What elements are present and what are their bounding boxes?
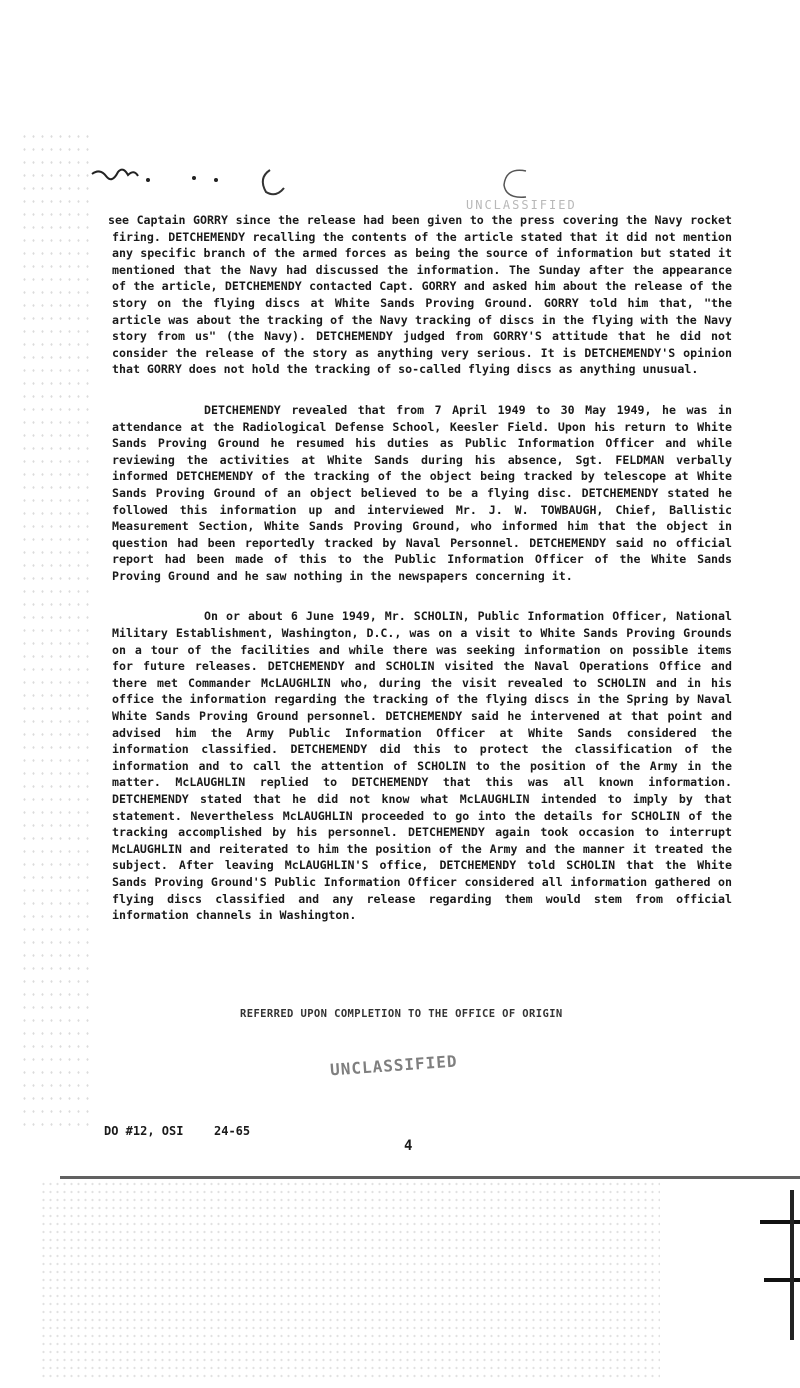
classification-stamp: UNCLASSIFIED <box>466 198 577 212</box>
paragraph: DETCHEMENDY revealed that from 7 April 1949 to 30 May 1949, he was in attendance at the Radiological Defense School, Keesler Field. Upon his return to White Sands Proving Ground he resumed his duties as Public Information Officer and while reviewing the activities at White Sands during his absence, Sgt. FELDMAN verbally informed DETCHEMENDY of the tracking of the object being tracked by telescope at White Sands Proving Ground of an object believed to be a flying disc. DETCHEMENDY stated he followed this information up and interviewed Mr. J. W. TOWBAUGH, Chief, Ballistic Measurement Section, White Sands Proving Ground, who informed him that the object in question had been reportedly tracked by Naval Personnel. DETCHEMENDY said no official report had been made of this to the Public Information Officer of the White Sands Proving Ground and he saw nothing in the newspapers concerning it. <box>112 402 732 583</box>
paragraph: see Captain GORRY since the release had been given to the press covering the Navy rocket firing. DETCHEMENDY recalling the contents of the article stated that it did not mention any specific branch of the armed forces as being the source of information but stated it mentioned that the Navy had discussed the information. The Sunday after the appearance of the article, DETCHEMENDY contacted Capt. GORRY and asked him about the release of the story on the flying discs at White Sands Proving Ground. GORRY told him that, "the article was about the tracking of the Navy tracking of discs in the flying with the Navy story from us" (the Navy). DETCHEMENDY judged from GORRY'S attitude that he did not consider the release of the story as anything very serious. It is DETCHEMENDY'S opinion that GORRY does not hold the tracking of so-called flying discs as anything unusual. <box>108 213 732 377</box>
scan-speckle <box>20 130 90 1130</box>
page-number: 4 <box>404 1138 413 1154</box>
scan-speckle <box>40 1180 660 1380</box>
unclassified-stamp: UNCLASSIFIED <box>329 1051 459 1080</box>
scan-edge-marks <box>750 1190 800 1340</box>
document-id: DO #12, OSI <box>104 1124 184 1138</box>
handwritten-scrawl <box>88 150 328 200</box>
paragraph: On or about 6 June 1949, Mr. SCHOLIN, Public Information Officer, National Military Establishment, Washington, D.C., was on a visit to White Sands Proving Grounds on a tour of the facilities and while there was seeking information on possible items for future releases. DETCHEMENDY and SCHOLIN visited the Naval Operations Office and there met Commander McLAUGHLIN who, during the visit revealed to SCHOLIN and in his office the information regarding the tracking of the flying discs in the Spring by Naval White Sands Proving Ground personnel. DETCHEMENDY said he intervened at that point and advised him the Army Public Information Officer at White Sands considered the information classified. DETCHEMENDY did this to protect the classification of the information and to call the attention of SCHOLIN to the position of the Army in the matter. McLAUGHLIN replied to DETCHEMENDY that this was all known information. DETCHEMENDY stated that he did not know what McLAUGHLIN intended to imply by that statement. Nevertheless McLAUGHLIN proceeded to go into the details for SCHOLIN of the tracking accomplished by his personnel. DETCHEMENDY again took occasion to interrupt McLAUGHLIN and reiterated to him the position of the Army and the manner it treated the subject. After leaving McLAUGHLIN'S office, DETCHEMENDY told SCHOLIN that the White Sands Proving Ground'S Public Information Officer considered all information gathered on flying discs classified and any release regarding them would stem from official information channels in Washington. <box>112 609 732 923</box>
scan-edge-line <box>60 1176 800 1179</box>
punch-hole-mark <box>496 165 536 201</box>
file-number: 24-65 <box>214 1124 251 1138</box>
referral-note: REFERRED UPON COMPLETION TO THE OFFICE OF ORIGIN <box>240 1008 563 1020</box>
document-body <box>108 212 732 948</box>
